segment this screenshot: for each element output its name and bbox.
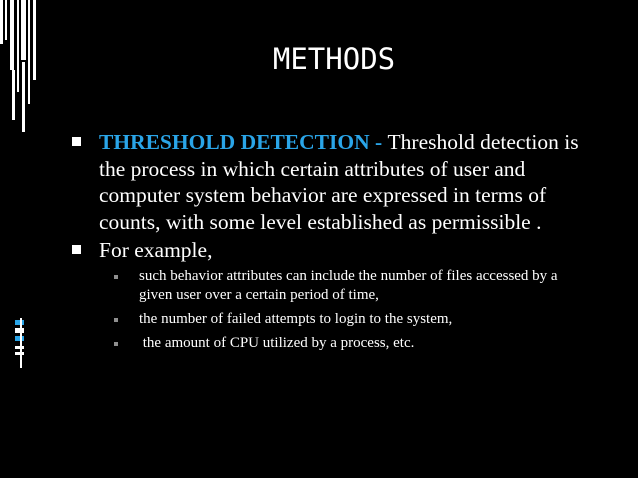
deco-square: [15, 320, 24, 325]
bullet-lead: THRESHOLD DETECTION -: [99, 130, 388, 154]
sub-bullet-text: the number of failed attempts to login to the system,: [139, 311, 453, 327]
slide-title: METHODS: [272, 42, 396, 76]
deco-bar: [12, 70, 15, 120]
square-bullet-icon: [72, 245, 81, 254]
bullet-text: [99, 129, 589, 235]
deco-bar: [5, 0, 7, 40]
deco-square: [15, 346, 24, 349]
deco-bar: [0, 0, 3, 44]
deco-bar: [20, 318, 22, 368]
deco-square: [15, 352, 24, 355]
deco-square: [15, 328, 24, 333]
deco-square: [15, 336, 24, 341]
small-square-bullet-icon: [114, 318, 118, 322]
small-square-bullet-icon: [114, 342, 118, 346]
sub-bullet-text: such behavior attributes can include the number of files accessed by a given user over a certain period of time,: [139, 268, 558, 303]
small-square-bullet-icon: [114, 275, 118, 279]
sub-bullet-text: the amount of CPU utilized by a process, etc.: [139, 335, 415, 351]
bullet-text: For example,: [99, 238, 213, 262]
bullet-body: Threshold detection is the process in which certain attributes of user and computer system behavior are expressed in terms of counts, with some level established as permissible .: [99, 130, 579, 234]
square-bullet-icon: [72, 137, 81, 146]
